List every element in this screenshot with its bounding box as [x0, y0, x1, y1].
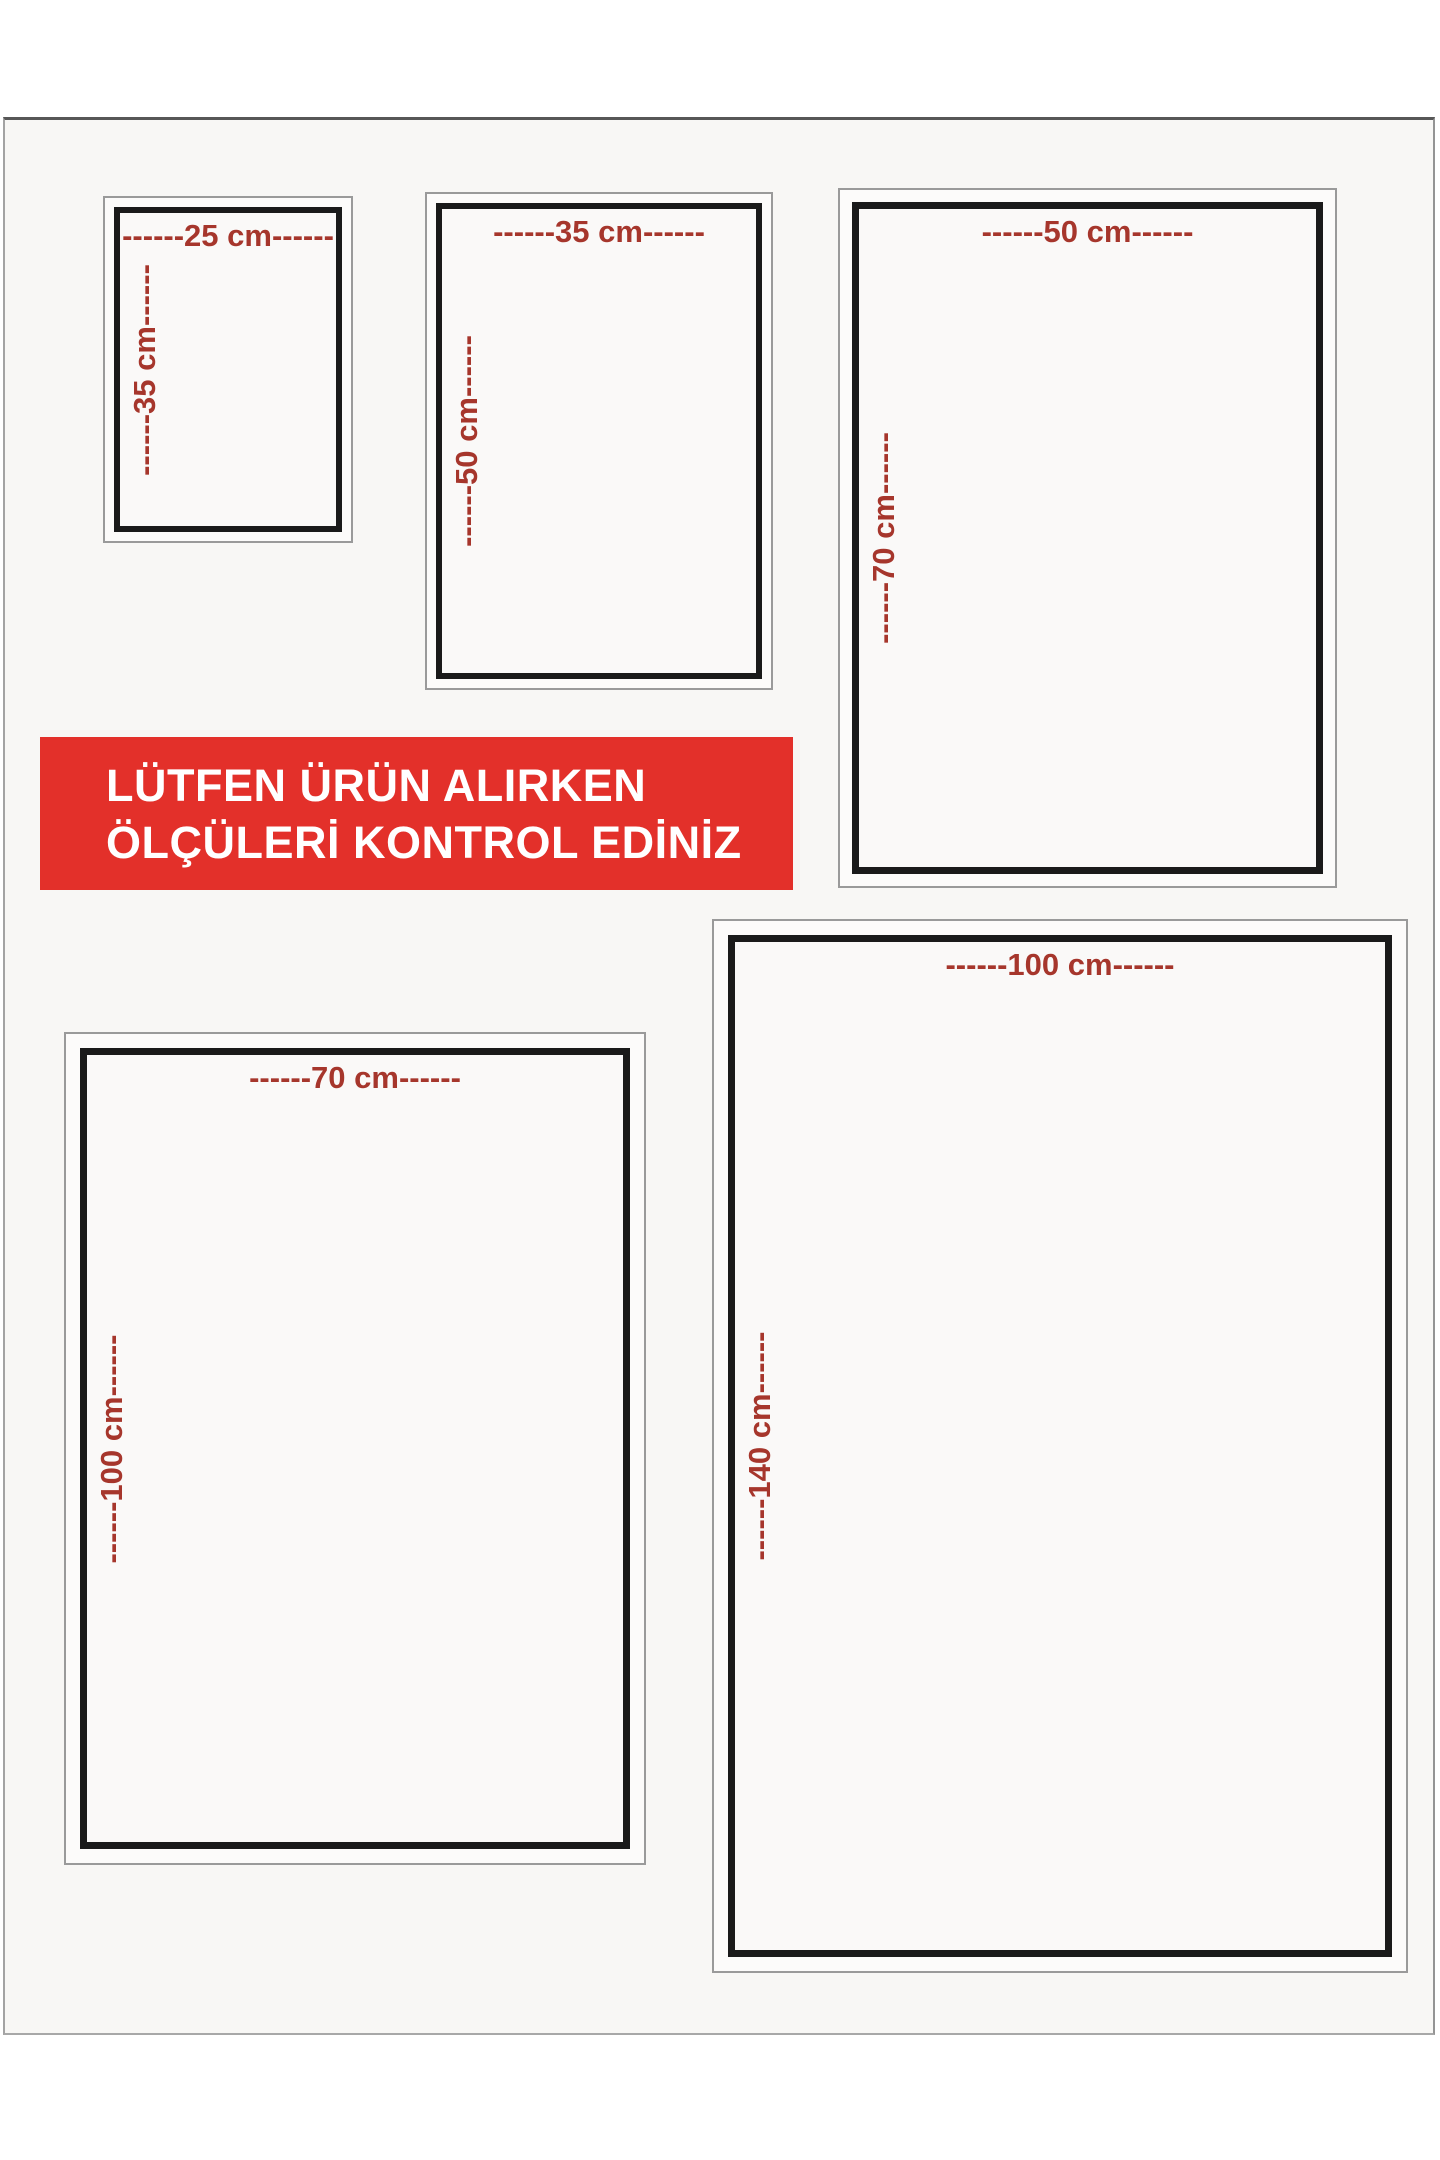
height-dimension-label: ------70 cm------ [866, 432, 901, 644]
warning-banner-line2: ÖLÇÜLERİ KONTROL EDİNİZ [106, 816, 742, 868]
warning-banner-line1: LÜTFEN ÜRÜN ALIRKEN [106, 759, 647, 811]
size-box-70x100 [64, 1032, 646, 1865]
size-box-100x140-frame [728, 935, 1392, 1957]
width-dimension-label: ------50 cm------ [981, 214, 1194, 249]
size-box-50x70-frame [852, 202, 1323, 874]
height-dimension-label: ------35 cm------ [127, 263, 162, 476]
size-box-25x35 [103, 196, 353, 543]
size-box-50x70 [838, 188, 1337, 888]
width-dimension-label: ------70 cm------ [249, 1060, 461, 1095]
size-box-25x35-frame [114, 207, 342, 532]
size-box-35x50-frame [436, 203, 762, 679]
height-dimension-label: ------100 cm------ [94, 1333, 129, 1564]
size-box-100x140 [712, 919, 1408, 1973]
width-dimension-label: ------25 cm------ [122, 218, 334, 253]
height-dimension-label: ------50 cm------ [449, 335, 484, 547]
width-dimension-label: ------35 cm------ [493, 214, 705, 249]
height-dimension-label: ------140 cm------ [742, 1331, 777, 1561]
warning-banner [40, 737, 793, 890]
width-dimension-label: ------100 cm------ [945, 947, 1175, 982]
size-box-35x50 [425, 192, 773, 690]
size-box-70x100-frame [80, 1048, 630, 1849]
